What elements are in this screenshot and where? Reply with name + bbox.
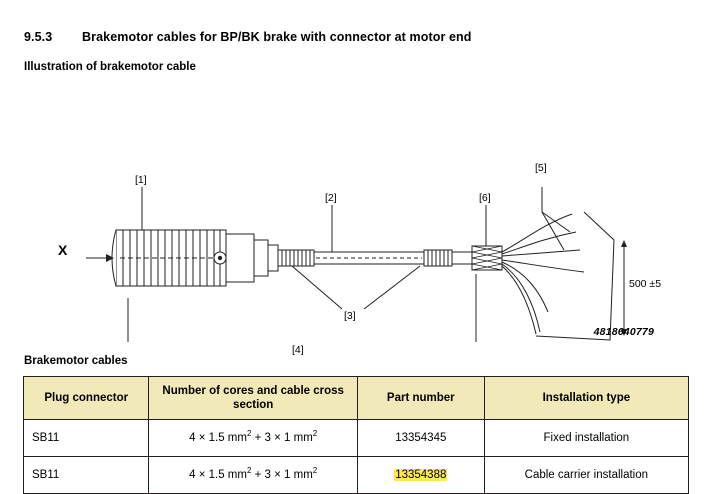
brakemotor-cable-figure <box>24 82 689 356</box>
highlighted-part-number: 13354388 <box>395 468 447 481</box>
cores-sup-2: 2 <box>312 428 318 438</box>
brakemotor-cables-table <box>23 376 689 494</box>
section-heading <box>24 30 472 44</box>
callout-6: [6] <box>479 192 491 204</box>
callout-2: [2] <box>325 192 337 204</box>
table-header-row <box>24 377 689 420</box>
cores-mid: + 3 × 1 mm <box>251 468 313 481</box>
cell-installation-type: Cable carrier installation <box>484 457 688 494</box>
cell-cores <box>149 457 357 494</box>
cell-cores <box>149 420 357 457</box>
column-header-installation-type: Installation type <box>484 377 688 420</box>
illustration-heading: Illustration of brakemotor cable <box>24 61 196 73</box>
cell-part-number <box>357 457 484 494</box>
cores-mid: + 3 × 1 mm <box>251 431 313 444</box>
callout-1: [1] <box>135 174 147 186</box>
cell-part-number: 13354345 <box>357 420 484 457</box>
table-row <box>24 420 689 457</box>
cell-installation-type: Fixed installation <box>484 420 688 457</box>
column-header-cores: Number of cores and cable cross section <box>149 377 357 420</box>
callout-4: [4] <box>292 344 304 356</box>
cable-diagram-svg <box>24 82 689 342</box>
section-number: 9.5.3 <box>24 30 53 44</box>
section-title: Brakemotor cables for BP/BK brake with connector at motor end <box>82 30 472 44</box>
cell-plug-connector: SB11 <box>24 420 149 457</box>
callout-3: [3] <box>344 310 356 322</box>
table-heading: Brakemotor cables <box>24 355 128 367</box>
view-direction-label-x: X <box>58 242 68 258</box>
cores-sup-2: 2 <box>312 465 318 475</box>
table-row <box>24 457 689 494</box>
cores-sup-1: 2 <box>246 428 252 438</box>
column-header-plug-connector: Plug connector <box>24 377 149 420</box>
figure-id: 4818640779 <box>593 326 654 338</box>
cores-prefix: 4 × 1.5 mm <box>189 468 247 481</box>
dimension-500: 500 ±5 <box>629 278 662 290</box>
cell-plug-connector: SB11 <box>24 457 149 494</box>
column-header-part-number: Part number <box>357 377 484 420</box>
callout-5: [5] <box>535 162 547 174</box>
cores-prefix: 4 × 1.5 mm <box>189 431 247 444</box>
cores-sup-1: 2 <box>246 465 252 475</box>
